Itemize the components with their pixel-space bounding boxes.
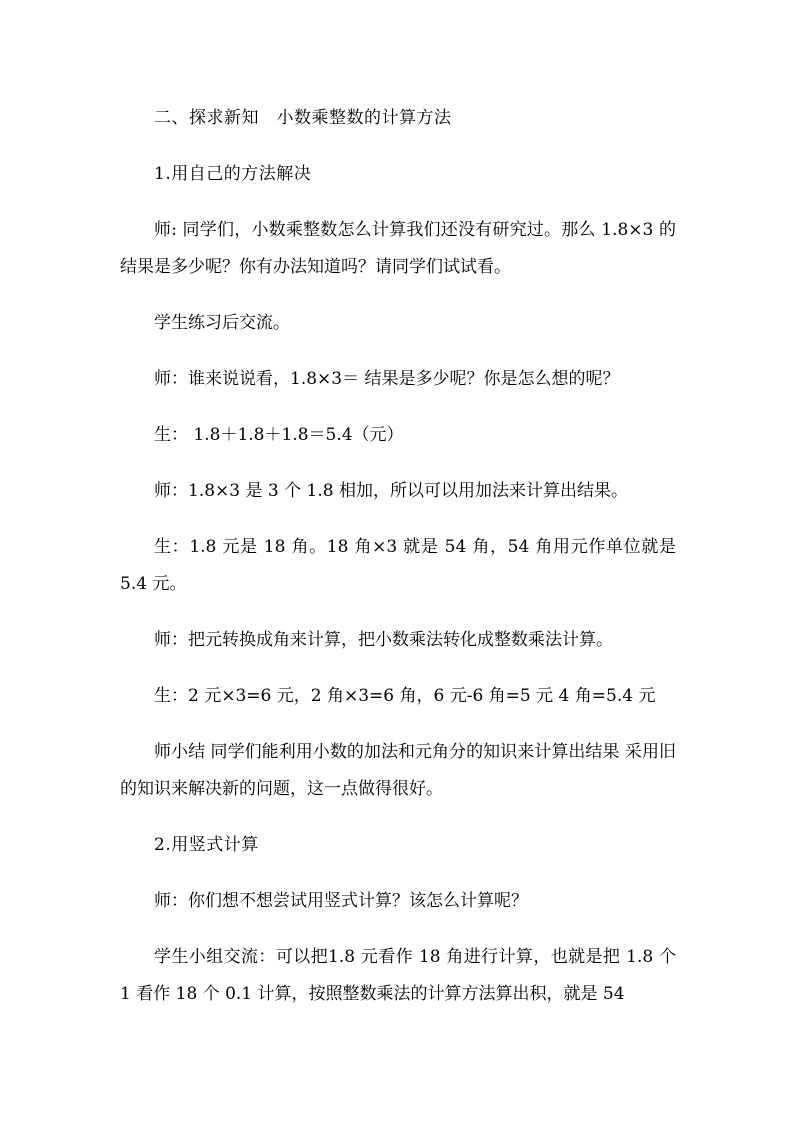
paragraph-teacher-intro: 师: 同学们，小数乘整数怎么计算我们还没有研究过。那么 1.8×3 的结果是多少呢？你有办法知道吗？请同学们试试看。: [120, 220, 676, 277]
section-heading: 二、探求新知 小数乘整数的计算方法: [154, 108, 452, 128]
paragraph-teacher-question: 师：谁来说说看，1.8×3＝ 结果是多少呢？你是怎么想的呢？: [154, 369, 620, 389]
paragraph-teacher-summary: 师小结 同学们能利用小数的加法和元角分的知识来计算出结果 采用旧的知识来解决新的问题，这一点做得很好。: [120, 742, 676, 799]
paragraph-student-group: 学生小组交流：可以把1.8 元看作 18 角进行计算，也就是把 1.8 个 1 看作 18 个 0.1 计算，按照整数乘法的计算方法算出积，就是 54: [120, 947, 676, 1004]
paragraph-student-addition: 生： 1.8＋1.8＋1.8＝5.4（元）: [154, 425, 404, 445]
paragraph-teacher-addition: 师：1.8×3 是 3 个 1.8 相加，所以可以用加法来计算出结果。: [154, 481, 628, 501]
paragraph-student-yuan-jiao: 生：2 元×3=6 元，2 角×3=6 角，6 元-6 角=5 元 4 角=5.4 元: [154, 686, 656, 706]
subsection-heading-1: 1.用自己的方法解决: [154, 164, 312, 184]
paragraph-teacher-vertical: 师：你们想不想尝试用竖式计算？该怎么计算呢？: [154, 891, 528, 911]
document-body: [120, 100, 676, 1032]
paragraph-student-jiao: 生：1.8 元是 18 角。18 角×3 就是 54 角，54 角用元作单位就是 5.4 元。: [120, 537, 676, 594]
paragraph-student-practice: 学生练习后交流。: [154, 313, 290, 333]
paragraph-teacher-conversion: 师：把元转换成角来计算，把小数乘法转化成整数乘法计算。: [154, 630, 613, 650]
subsection-heading-2: 2.用竖式计算: [154, 835, 259, 855]
